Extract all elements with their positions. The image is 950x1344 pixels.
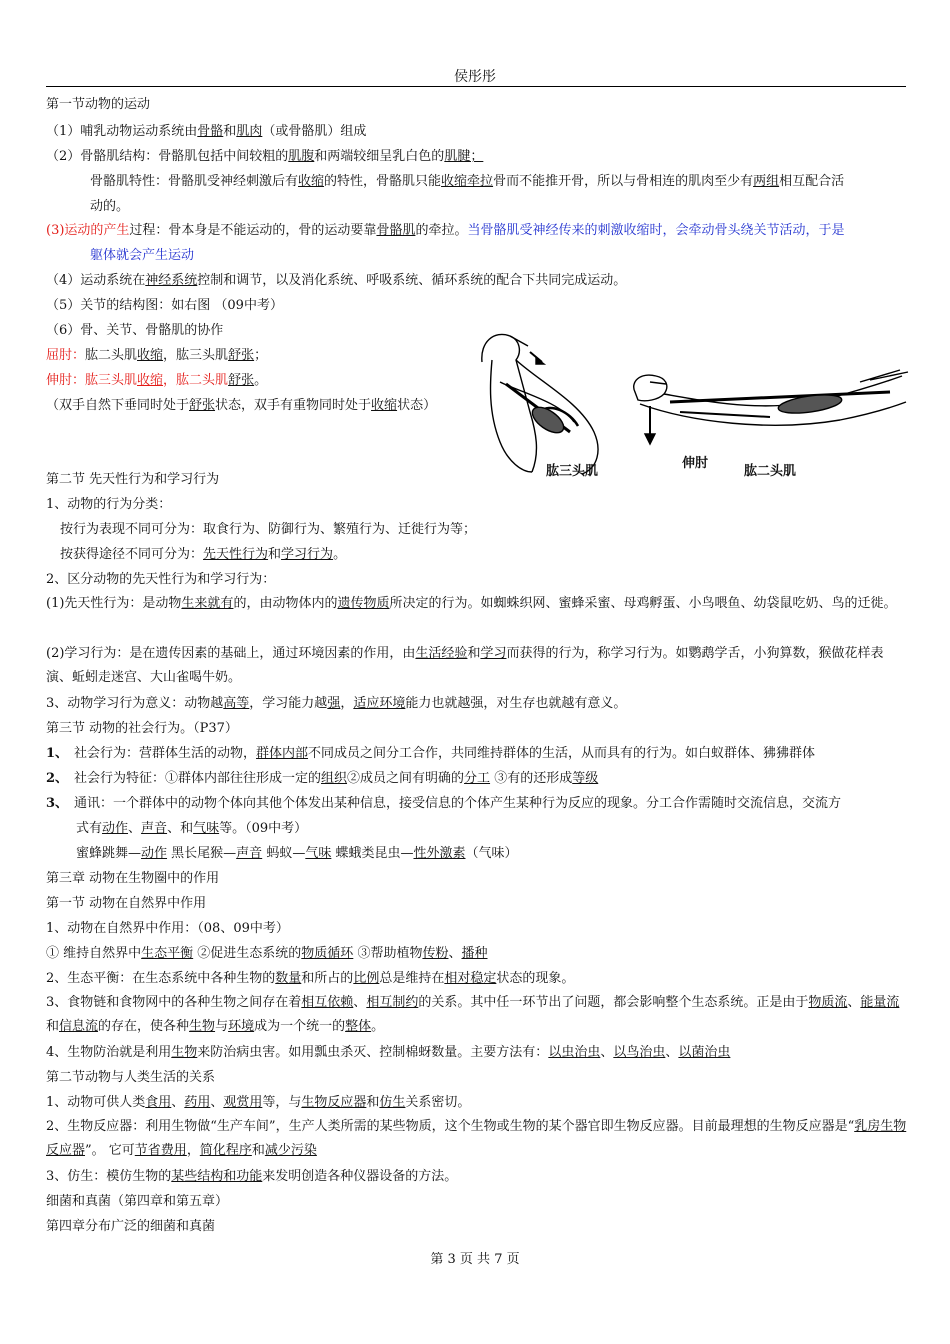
blue-text: 当骨骼肌受神经传来的刺激收缩时，会牵动骨头绕关节活动，于是	[467, 223, 845, 238]
section-title: 第三节 动物的社会行为。（P37）	[46, 721, 238, 736]
text-span: 2、生物反应器：利用生物做“生产车间”，生产人类所需的某些物质，这个生物或生物的某个器官即生物反应器。目前最理想的生物反应器是“	[46, 1119, 855, 1134]
text-span: 和	[251, 1143, 265, 1158]
underlined-term: 信息流	[59, 1019, 99, 1034]
text-span: 骨而不能推开骨，所以与骨相连的肌肉至少有	[493, 174, 754, 189]
underlined-term: 舒张	[228, 373, 255, 388]
text-line	[46, 795, 841, 813]
underlined-term: 学习	[480, 646, 507, 661]
text-span: 总是维持在	[379, 971, 445, 986]
text-span: 、	[448, 946, 462, 961]
text-line	[76, 845, 518, 863]
text-span: 3、仿生：模仿生物的	[46, 1169, 172, 1184]
text-span: 、和	[167, 821, 194, 836]
underlined-term: 肌肉	[236, 124, 263, 139]
text-span: ，肱三头肌	[163, 348, 229, 363]
underlined-term: 以鸟治虫	[613, 1045, 666, 1060]
underlined-term: 强	[327, 696, 341, 711]
text-span: 所决定的行为。如蜘蛛织网、蜜蜂采蜜、母鸡孵蛋、小鸟喂鱼、幼袋鼠吃奶、鸟的迁徙。	[389, 596, 897, 611]
underlined-term: 环境	[228, 1019, 255, 1034]
text-span: 状态的现象。	[496, 971, 575, 986]
text-line: 1、动物的行为分类：	[46, 497, 172, 512]
underlined-term: 以菌治虫	[678, 1045, 731, 1060]
text-line	[46, 1044, 730, 1062]
underlined-term: 遗传物质	[337, 596, 390, 611]
text-span: ，学习能力越	[249, 696, 328, 711]
underlined-term: 舒张	[228, 348, 255, 363]
text-span: 和	[467, 646, 481, 661]
text-span: 肱二头肌	[85, 348, 138, 363]
text-span: 的牵拉。	[415, 223, 468, 238]
underlined-term: 动作	[141, 846, 168, 861]
text-span: 等，与	[262, 1095, 302, 1110]
underlined-term: 收缩	[298, 174, 325, 189]
text-span: 来防治病虫害。如用瓢虫杀灭、控制棉蚜数量。主要方法有：	[197, 1045, 549, 1060]
text-span: 蜜蜂跳舞—	[76, 846, 142, 861]
text-span: 和	[268, 547, 282, 562]
text-span: 黑长尾猴—	[167, 846, 237, 861]
text-span: 、	[210, 1095, 224, 1110]
underlined-term: 等级	[572, 771, 599, 786]
red-term: 屈肘：	[46, 348, 86, 363]
text-span: 的存在，使各种	[98, 1019, 190, 1034]
text-span: （双手自然下垂同时处于	[46, 398, 190, 413]
underlined-term: 肌腹	[288, 149, 315, 164]
underlined-term: 物质循环	[301, 946, 354, 961]
text-span: 和	[366, 1095, 380, 1110]
red-term: 肱三头肌	[85, 373, 138, 388]
text-span: 而获得的行为，称学习行为。如鹦鹉学舌，小狗算数，猴做花样表演、蚯蚓走迷宫、大山雀喝牛奶。	[46, 646, 884, 685]
text-line	[46, 970, 574, 988]
chapter-title: 第四章分布广泛的细菌和真菌	[46, 1219, 216, 1234]
text-line	[46, 272, 626, 290]
page-number: 第 3 页 共 7 页	[430, 1252, 520, 1267]
text-span: 蝶蛾类昆虫—	[331, 846, 414, 861]
text-span: 。	[371, 1019, 385, 1034]
text-span: 相互配合活	[779, 174, 845, 189]
text-line: 动的。	[90, 199, 130, 214]
figure-label-biceps: 肱二头肌	[744, 464, 797, 479]
text-span: （1）哺乳动物运动系统由	[46, 124, 198, 139]
underlined-term: 肌腱；	[444, 149, 484, 164]
underlined-term: 先天性行为	[203, 547, 269, 562]
text-paragraph	[46, 1115, 908, 1163]
text-span: 的特性，骨骼肌只能	[324, 174, 442, 189]
underlined-term: 收缩牵拉	[441, 174, 494, 189]
arm-muscle-figure	[470, 322, 912, 484]
underlined-term: 性外激素	[413, 846, 466, 861]
text-span: 关系密切。	[405, 1095, 471, 1110]
text-line	[46, 770, 598, 788]
red-term: 伸肘：	[46, 373, 86, 388]
text-span: 通讯：一个群体中的动物个体向其他个体发出某种信息，接受信息的个体产生某种行为反应的现象。分工合作需随时交流信息，交流方	[74, 796, 842, 811]
underlined-term: 生物	[171, 1045, 198, 1060]
text-span: 蚂蚁—	[262, 846, 306, 861]
text-line	[60, 546, 346, 564]
underlined-term: 组织	[321, 771, 348, 786]
underlined-term: 某些结构和功能	[171, 1169, 263, 1184]
text-span: ②促进生态系统的	[193, 946, 302, 961]
text-span: 社会行为：营群体生活的动物，	[74, 746, 257, 761]
underlined-term: 比例	[353, 971, 380, 986]
text-line	[46, 745, 815, 763]
text-line	[46, 1168, 457, 1186]
underlined-term: 气味	[193, 821, 220, 836]
text-span: 成为一个统一的	[254, 1019, 346, 1034]
underlined-term: 收缩	[137, 373, 164, 388]
text-line	[46, 695, 626, 713]
text-line: 按行为表现不同可分为：取食行为、防御行为、繁殖行为、迁徙行为等；	[60, 522, 477, 537]
underlined-term: 学习行为	[281, 547, 334, 562]
underlined-term: 气味	[305, 846, 332, 861]
text-span: 社会行为特征：①群体内部往往形成一定的	[74, 771, 322, 786]
text-paragraph	[46, 991, 908, 1039]
text-span: ；	[254, 348, 268, 363]
text-span: 的，由动物体内的	[233, 596, 338, 611]
text-span: （4）运动系统在	[46, 273, 146, 288]
text-span: ③帮助植物	[353, 946, 423, 961]
underlined-term: 生物反应器	[301, 1095, 367, 1110]
underlined-term: 相对稳定	[444, 971, 497, 986]
text-paragraph	[46, 642, 908, 690]
section-title: 第一节动物的运动	[46, 97, 151, 112]
underlined-term: 数量	[275, 971, 302, 986]
text-span: 1、动物可供人类	[46, 1095, 146, 1110]
text-span: （或骨骼肌）组成	[262, 124, 367, 139]
underlined-term: 生来就有	[181, 596, 234, 611]
underlined-term: 药用	[184, 1095, 211, 1110]
text-line	[76, 820, 307, 838]
red-term: ，肱二头肌	[163, 373, 229, 388]
text-span: 、	[665, 1045, 679, 1060]
text-span: 与	[215, 1019, 229, 1034]
text-line	[46, 1094, 470, 1112]
text-span: (2)学习行为：是在遗传因素的基础上，通过环境因素的作用，由	[46, 646, 416, 661]
text-span: ，	[340, 696, 354, 711]
underlined-term: 动作	[102, 821, 129, 836]
text-span: （2）骨骼肌结构：骨骼肌包括中间较粗的	[46, 149, 289, 164]
text-span: 3、动物学习行为意义：动物越	[46, 696, 224, 711]
text-span: 来发明创造各种仪器设备的方法。	[262, 1169, 458, 1184]
underlined-term: 骨骼肌	[376, 223, 416, 238]
chapter-title: 第三章 动物在生物圈中的作用	[46, 871, 220, 886]
text-paragraph	[46, 592, 908, 616]
text-span: ，	[186, 1143, 200, 1158]
text-span: (1)先天性行为：是动物	[46, 596, 182, 611]
underlined-term: 整体	[345, 1019, 372, 1034]
underlined-term: 简化程序	[199, 1143, 252, 1158]
header-rule	[46, 86, 906, 87]
underlined-term: 神经系统	[145, 273, 198, 288]
page-header-title: 侯彤彤	[454, 69, 496, 85]
blue-text-line: 躯体就会产生运动	[90, 248, 195, 263]
text-span: 的关系。其中任一环节出了问题，都会影响整个生态系统。正是由于	[418, 995, 809, 1010]
underlined-term: 以虫治虫	[548, 1045, 601, 1060]
text-span: 能力也就越强，对生存也就越有意义。	[405, 696, 627, 711]
list-number: 1、	[46, 746, 69, 761]
underlined-term: 群体内部	[256, 746, 309, 761]
underlined-term: 播种	[461, 946, 488, 961]
section-title: 第二节动物与人类生活的关系	[46, 1070, 216, 1085]
text-span: ① 维持自然界中	[46, 946, 142, 961]
text-span: ③有的还形成	[490, 771, 573, 786]
underlined-term: 相互依赖	[301, 995, 354, 1010]
underlined-term: 节省费用	[134, 1143, 187, 1158]
section-title: 第二节 先天性行为和学习行为	[46, 472, 220, 487]
underlined-term: 生活经验	[415, 646, 468, 661]
text-line	[90, 173, 844, 191]
underlined-term: 传粉	[422, 946, 449, 961]
underlined-term: 分工	[464, 771, 491, 786]
text-span: 。	[333, 547, 347, 562]
underlined-term: 适应环境	[353, 696, 406, 711]
text-line	[46, 222, 844, 240]
underlined-term: 仿生	[379, 1095, 406, 1110]
text-span: 和两端较细呈乳白色的	[314, 149, 445, 164]
text-span: 、	[847, 995, 861, 1010]
underlined-term: 相互制约	[366, 995, 419, 1010]
text-line	[46, 123, 366, 141]
extend-elbow-line	[46, 372, 267, 390]
text-span: ”。 它可	[85, 1143, 135, 1158]
text-span: 状态）	[397, 398, 437, 413]
text-span: 和	[46, 1019, 60, 1034]
text-span: 、	[128, 821, 142, 836]
text-span: 控制和调节，以及消化系统、呼吸系统、循环系统的配合下共同完成运动。	[197, 273, 627, 288]
figure-label-extend: 伸肘	[682, 456, 709, 471]
text-span: 。	[254, 373, 268, 388]
section-title: 第一节 动物在自然界中作用	[46, 896, 207, 911]
chapter-title: 细菌和真菌（第四章和第五章）	[46, 1194, 229, 1209]
underlined-term: 生物	[189, 1019, 216, 1034]
text-span: ②成员之间有明确的	[347, 771, 465, 786]
underlined-term: 骨骼	[197, 124, 224, 139]
underlined-term: 声音	[236, 846, 263, 861]
underlined-term: 生态平衡	[141, 946, 194, 961]
underlined-term: 舒张	[189, 398, 216, 413]
text-span: 按获得途径不同可分为：	[60, 547, 204, 562]
text-span: 等。（09中考）	[219, 821, 308, 836]
text-line: 2、区分动物的先天性行为和学习行为：	[46, 572, 276, 587]
list-number: 2、	[46, 771, 69, 786]
text-span: 和	[223, 124, 237, 139]
text-span: （气味）	[465, 846, 518, 861]
text-span: 式有	[76, 821, 103, 836]
underlined-term: 收缩	[137, 348, 164, 363]
text-line	[46, 945, 488, 963]
text-span: 3、食物链和食物网中的各种生物之间存在着	[46, 995, 302, 1010]
text-line	[46, 148, 483, 166]
text-line: （6）骨、关节、骨骼肌的协作	[46, 323, 224, 338]
text-span: 、	[353, 995, 367, 1010]
text-span: 不同成员之间分工合作，共同维持群体的生活，从而具有的行为。如白蚁群体、狒狒群体	[308, 746, 816, 761]
text-line: 1、动物在自然界中作用：（08、09中考）	[46, 921, 289, 936]
text-span: 过程：骨本身是不能运动的，骨的运动要靠	[129, 223, 377, 238]
text-span: 、	[600, 1045, 614, 1060]
text-line: （5）关节的结构图：如右图 （09中考）	[46, 298, 283, 313]
text-line	[46, 397, 436, 415]
text-span: 状态，双手有重物同时处于	[215, 398, 372, 413]
underlined-term: 两组	[753, 174, 780, 189]
underlined-term: 高等	[223, 696, 250, 711]
underlined-term: 乳房生物反应器	[46, 1119, 907, 1158]
text-span: 4、生物防治就是利用	[46, 1045, 172, 1060]
red-term: (3)运动的产生	[46, 223, 130, 238]
text-span: 2、生态平衡：在生态系统中各种生物的	[46, 971, 276, 986]
underlined-term: 减少污染	[264, 1143, 317, 1158]
text-span: 、	[171, 1095, 185, 1110]
text-span: 骨骼肌特性：骨骼肌受神经刺激后有	[90, 174, 299, 189]
flex-elbow-line	[46, 347, 267, 365]
text-span: 和所占的	[301, 971, 354, 986]
underlined-term: 物质流	[808, 995, 848, 1010]
underlined-term: 声音	[141, 821, 168, 836]
underlined-term: 收缩	[371, 398, 398, 413]
underlined-term: 能量流	[860, 995, 900, 1010]
list-number: 3、	[46, 796, 69, 811]
underlined-term: 食用	[145, 1095, 172, 1110]
figure-label-triceps: 肱三头肌	[546, 464, 599, 479]
underlined-term: 观赏用	[223, 1095, 263, 1110]
